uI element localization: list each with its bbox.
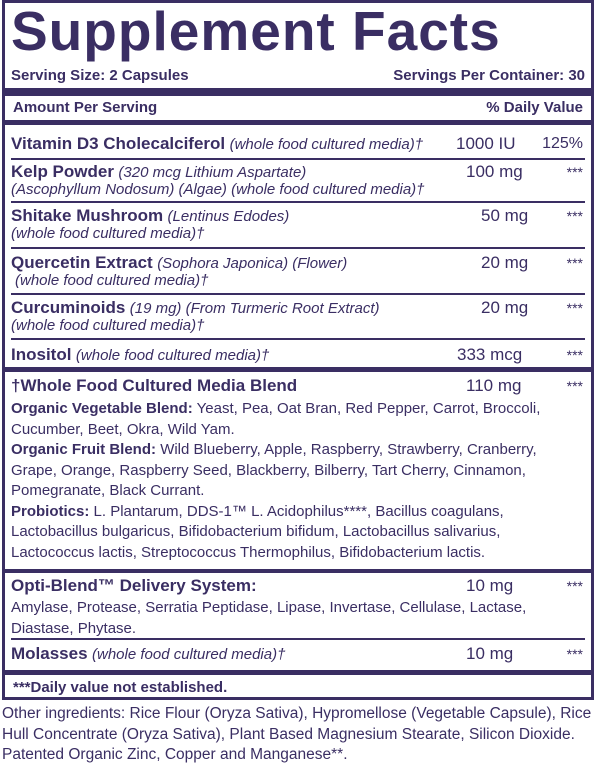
other-ingredients: Other ingredients: Rice Flour (Oryza Sativa), Hypromellose (Vegetable Capsule), Rice Hull Concentrate (Oryza Sativa), Plant Based Magnesium Stearate, Silicon Dioxide. Patented Organic Zinc, Copper and Manganese**. bbox=[2, 705, 592, 763]
nutrient-name: Curcuminoids bbox=[11, 298, 126, 317]
nutrient-description: (whole food cultured media)† bbox=[229, 136, 424, 153]
row-divider bbox=[11, 247, 585, 249]
fruit-blend-items: Wild Blueberry, Apple, Raspberry, Strawberry, Cranberry, Grape, Orange, Raspberry Seed, Blackberry, Bilberry, Tart Cherry, Cinnamon, Pomegranate, Black Currant. bbox=[11, 441, 537, 499]
vegetable-blend-label: Organic Vegetable Blend: bbox=[11, 400, 193, 417]
probiotics-label: Probiotics: bbox=[11, 502, 90, 520]
row-divider bbox=[11, 158, 585, 160]
nutrient-amount: 1000 IU bbox=[456, 134, 516, 153]
opti-blend-items: Amylase, Protease, Serratia Peptidase, Lipase, Invertase, Cellulase, Lactase, Diastase, Phytase. bbox=[11, 599, 527, 637]
nutrient-daily-value: *** bbox=[566, 208, 583, 224]
panel-title: Supplement Facts bbox=[11, 0, 501, 62]
vegetable-blend-items: Yeast, Pea, Oat Bran, Red Pepper, Carrot, Broccoli, Cucumber, Beet, Okra, Wild Yam. bbox=[11, 400, 541, 438]
nutrient-amount: 100 mg bbox=[466, 162, 523, 181]
serving-size: Serving Size: 2 Capsules bbox=[11, 67, 189, 84]
nutrient-daily-value: *** bbox=[566, 164, 583, 180]
nutrient-daily-value: *** bbox=[566, 300, 583, 316]
blend-daily-value: *** bbox=[566, 378, 583, 394]
blend-amount: 110 mg bbox=[466, 376, 522, 395]
molasses-description: (whole food cultured media)† bbox=[92, 646, 286, 663]
fruit-blend-label: Organic Fruit Blend: bbox=[11, 441, 157, 458]
opti-blend-amount: 10 mg bbox=[466, 576, 514, 595]
nutrient-amount: 20 mg bbox=[481, 253, 529, 272]
molasses-daily-value: *** bbox=[566, 646, 583, 662]
nutrient-description: (whole food cultured media)† bbox=[75, 347, 270, 364]
fruit-blend bbox=[11, 440, 585, 502]
molasses-amount: 10 mg bbox=[466, 644, 514, 663]
medium-divider bbox=[5, 569, 591, 573]
daily-value-header: % Daily Value bbox=[486, 99, 583, 116]
probiotics-items: L. Plantarum, DDS-1™ L. Acidophilus****, Bacillus coagulans, Lactobacillus bulgaricus, Bifidobacterium bifidum, Lactobacillus salivarius, Lactococcus lactis, Streptococcus Thermophilus, Bifidobacterium lactis. bbox=[11, 502, 504, 561]
nutrient-name: Inositol bbox=[11, 345, 72, 364]
nutrient-description: (Sophora Japonica) (Flower) bbox=[157, 255, 348, 272]
daily-value-footnote: ***Daily value not established. bbox=[13, 679, 228, 696]
opti-blend-daily-value: *** bbox=[566, 578, 583, 594]
nutrient-amount: 333 mcg bbox=[457, 345, 523, 364]
nutrient-name: Vitamin D3 Cholecalciferol bbox=[11, 134, 226, 153]
medium-divider bbox=[5, 367, 591, 372]
amount-per-serving-header: Amount Per Serving bbox=[13, 99, 158, 116]
thick-divider bbox=[5, 88, 591, 96]
nutrient-description-line-2: (whole food cultured media)† bbox=[11, 317, 205, 334]
blend-ingredients bbox=[11, 399, 585, 563]
nutrient-daily-value: 125% bbox=[542, 135, 583, 152]
nutrient-description: (19 mg) (From Turmeric Root Extract) bbox=[129, 300, 380, 317]
nutrient-description-line-2: (whole food cultured media)† bbox=[15, 272, 209, 289]
nutrient-name: Kelp Powder bbox=[11, 162, 114, 181]
row-divider bbox=[11, 201, 585, 203]
row-divider bbox=[11, 293, 585, 295]
nutrient-name: Shitake Mushroom bbox=[11, 206, 164, 225]
probiotics bbox=[11, 502, 585, 564]
opti-blend-name: Opti-Blend™ Delivery System: bbox=[11, 576, 257, 595]
nutrient-amount: 50 mg bbox=[481, 206, 529, 225]
molasses-name: Molasses bbox=[11, 644, 88, 663]
row-divider bbox=[11, 338, 585, 340]
nutrient-daily-value: *** bbox=[566, 255, 583, 271]
nutrient-name: Quercetin Extract bbox=[11, 253, 153, 272]
blend-name: †Whole Food Cultured Media Blend bbox=[11, 376, 298, 395]
nutrient-amount: 20 mg bbox=[481, 298, 529, 317]
medium-divider bbox=[5, 120, 591, 125]
nutrient-description-line-2: (whole food cultured media)† bbox=[11, 225, 205, 242]
servings-per-container: Servings Per Container: 30 bbox=[393, 67, 585, 84]
nutrient-description-line-2: (Ascophyllum Nodosum) (Algae) (whole food cultured media)† bbox=[11, 181, 425, 198]
nutrient-description: (Lentinus Edodes) bbox=[167, 208, 290, 225]
vegetable-blend bbox=[11, 399, 585, 440]
nutrient-daily-value: *** bbox=[566, 347, 583, 363]
nutrient-description: (320 mcg Lithium Aspartate) bbox=[118, 164, 307, 181]
medium-divider bbox=[5, 670, 591, 675]
row-divider bbox=[11, 638, 585, 640]
supplement-facts-panel bbox=[2, 0, 594, 700]
